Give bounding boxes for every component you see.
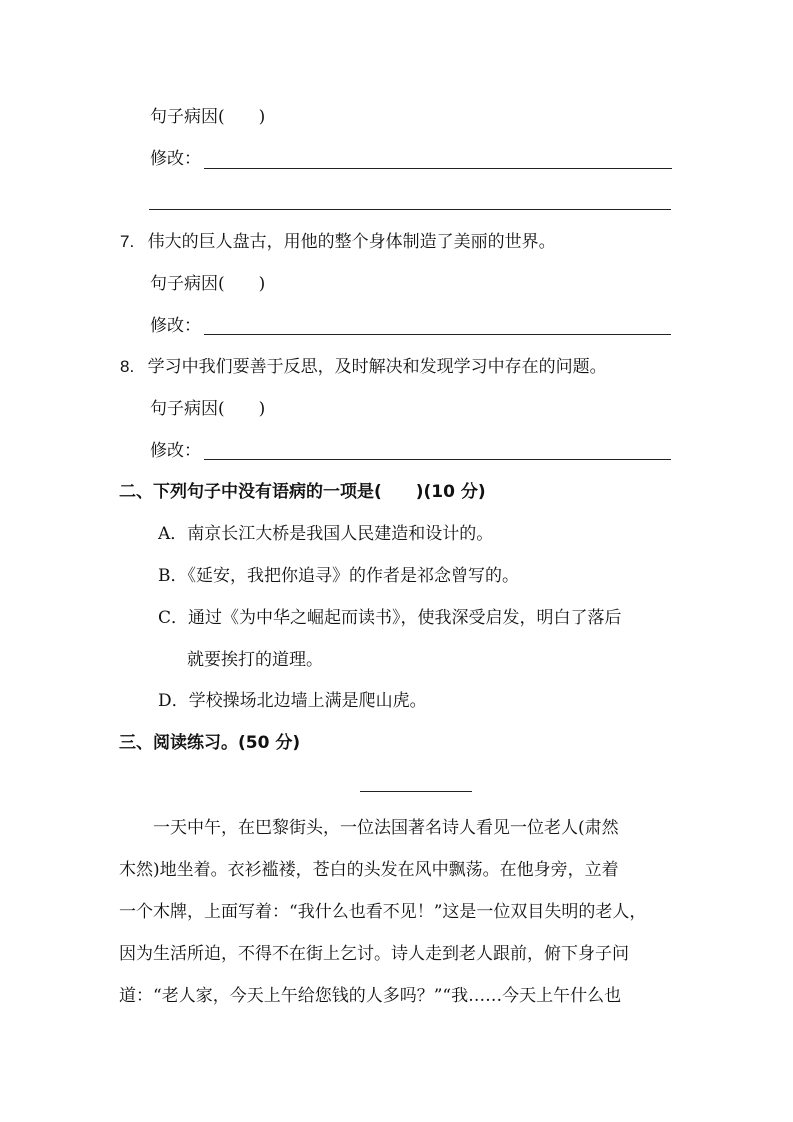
question-7 [120, 230, 556, 254]
option-text: 通过《为中华之崛起而读书》，使我深受启发，明白了落后 [188, 608, 622, 628]
reason-label-8: 句子病因( ) [150, 399, 266, 419]
question-sentence: 学习中我们要善于反思，及时解决和发现学习中存在的问题。 [147, 357, 607, 377]
option-c-continuation: 就要挨打的道理。 [187, 650, 323, 670]
question-number: 7. [120, 232, 135, 251]
passage-line: 木然)地坐着。衣衫褴褛，苍白的头发在风中飘荡。在他身旁，立着 [119, 860, 619, 880]
passage-line: 道：“老人家，今天上午给您钱的人多吗？”“我……今天上午什么也 [119, 986, 622, 1006]
option-letter: C． [158, 608, 189, 628]
question-number: 8. [120, 357, 135, 376]
passage-line: 一个木牌，上面写着：“我什么也看不见！”这是一位双目失明的老人， [119, 902, 647, 922]
answer-line[interactable] [149, 209, 671, 210]
answer-line[interactable] [204, 459, 671, 460]
section-2-title: 二、下列句子中没有语病的一项是( )(10 分) [119, 482, 486, 502]
option-b[interactable] [158, 564, 519, 588]
question-8 [120, 355, 607, 379]
option-letter: B． [158, 566, 188, 586]
passage-line: 一天中午，在巴黎街头，一位法国著名诗人看见一位老人(肃然 [119, 818, 619, 838]
option-d[interactable] [158, 689, 427, 713]
revise-label-7: 修改： [150, 316, 201, 336]
option-text: 学校操场北边墙上满是爬山虎。 [188, 691, 427, 711]
reason-label-7: 句子病因( ) [150, 274, 266, 294]
option-letter: A． [158, 524, 188, 544]
option-text: 南京长江大桥是我国人民建造和设计的。 [187, 524, 494, 544]
passage-title-blank[interactable] [360, 791, 472, 792]
answer-line[interactable] [204, 168, 672, 169]
option-text: 《延安，我把你追寻》的作者是祁念曾写的。 [187, 566, 519, 586]
passage-line: 因为生活所迫，不得不在街上乞讨。诗人走到老人跟前，俯下身子问 [119, 944, 629, 964]
reading-passage [119, 807, 675, 1017]
answer-line[interactable] [204, 334, 671, 335]
question-sentence: 伟大的巨人盘古，用他的整个身体制造了美丽的世界。 [147, 232, 556, 252]
option-c[interactable] [158, 606, 622, 630]
revise-label-6: 修改： [150, 149, 201, 169]
section-3-title: 三、阅读练习。(50 分) [119, 733, 301, 753]
option-letter: D． [158, 691, 189, 711]
reason-label-6: 句子病因( ) [150, 107, 266, 127]
option-a[interactable] [158, 522, 493, 546]
revise-label-8: 修改： [150, 441, 201, 461]
